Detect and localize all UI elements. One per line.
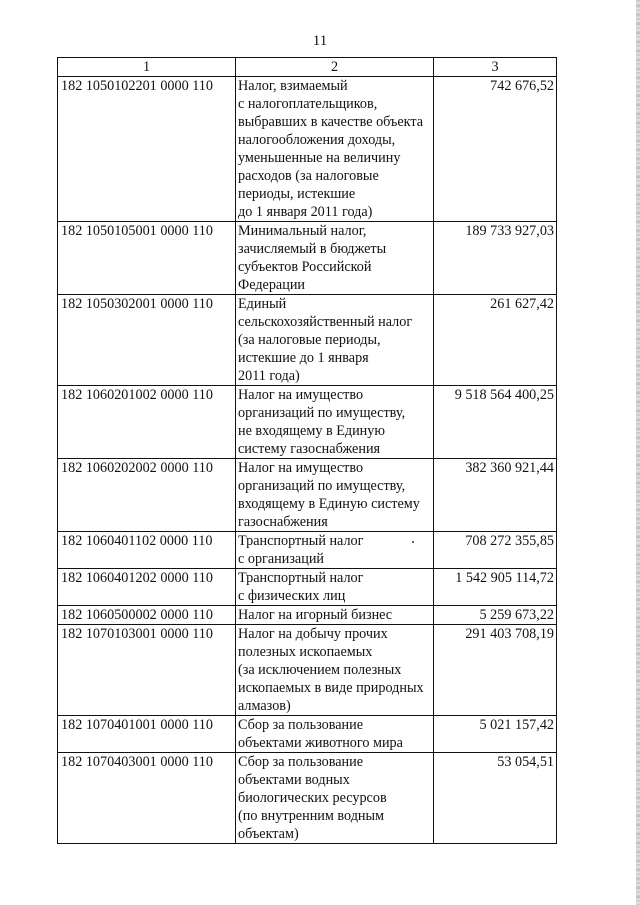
revenue-name-cell: Налог на игорный бизнес [236,606,434,625]
budget-code-cell: 182 1060401202 0000 110 [58,569,236,606]
amount-cell: 708 272 355,85 [434,532,557,569]
table-header-row [58,58,557,77]
scan-edge [636,0,640,905]
revenue-name-cell: Транспортный налог с физических лиц [236,569,434,606]
budget-code-cell: 182 1070403001 0000 110 [58,753,236,844]
budget-code-cell: 182 1060500002 0000 110 [58,606,236,625]
column-header-code: 1 [58,58,236,77]
revenue-name-cell: Транспортный налог с организаций [236,532,434,569]
table-row [58,459,557,532]
amount-cell: 5 021 157,42 [434,716,557,753]
revenue-name-cell: Налог, взимаемый с налогоплательщиков, выбравших в качестве объекта налогообложения доходы, уменьшенные на величину расходов (за налоговые периоды, истекшие до 1 января 2011 года) [236,77,434,222]
budget-code-cell: 182 1060201002 0000 110 [58,386,236,459]
revenue-name-cell: Налог на имущество организаций по имуществу, не входящему в Единую систему газоснабжения [236,386,434,459]
budget-code-cell: 182 1050302001 0000 110 [58,295,236,386]
revenue-name-cell: Единый сельскохозяйственный налог (за налоговые периоды, истекшие до 1 января 2011 года) [236,295,434,386]
amount-cell: 742 676,52 [434,77,557,222]
amount-cell: 382 360 921,44 [434,459,557,532]
revenue-table [57,57,557,844]
table-row [58,222,557,295]
revenue-name-cell: Минимальный налог, зачисляемый в бюджеты субъектов Российской Федерации [236,222,434,295]
revenue-name-cell: Сбор за пользование объектами животного мира [236,716,434,753]
table-row [58,569,557,606]
amount-cell: 1 542 905 114,72 [434,569,557,606]
table-row [58,386,557,459]
revenue-name-cell: Сбор за пользование объектами водных биологических ресурсов (по внутренним водным объектам) [236,753,434,844]
budget-code-cell: 182 1060401102 0000 110 [58,532,236,569]
table-row [58,295,557,386]
table-row [58,77,557,222]
table-row [58,625,557,716]
budget-code-cell: 182 1070103001 0000 110 [58,625,236,716]
revenue-name-cell: Налог на добычу прочих полезных ископаемых (за исключением полезных ископаемых в виде природных алмазов) [236,625,434,716]
revenue-name-cell: Налог на имущество организаций по имуществу, входящему в Единую систему газоснабжения [236,459,434,532]
column-header-name: 2 [236,58,434,77]
budget-code-cell: 182 1050102201 0000 110 [58,77,236,222]
amount-cell: 189 733 927,03 [434,222,557,295]
budget-code-cell: 182 1070401001 0000 110 [58,716,236,753]
table-row [58,606,557,625]
budget-code-cell: 182 1050105001 0000 110 [58,222,236,295]
page-number: 11 [312,33,328,49]
table-row [58,716,557,753]
table-row [58,532,557,569]
amount-cell: 5 259 673,22 [434,606,557,625]
table-row [58,753,557,844]
amount-cell: 9 518 564 400,25 [434,386,557,459]
scan-speck [412,541,414,543]
amount-cell: 261 627,42 [434,295,557,386]
amount-cell: 53 054,51 [434,753,557,844]
budget-code-cell: 182 1060202002 0000 110 [58,459,236,532]
amount-cell: 291 403 708,19 [434,625,557,716]
column-header-amount: 3 [434,58,557,77]
